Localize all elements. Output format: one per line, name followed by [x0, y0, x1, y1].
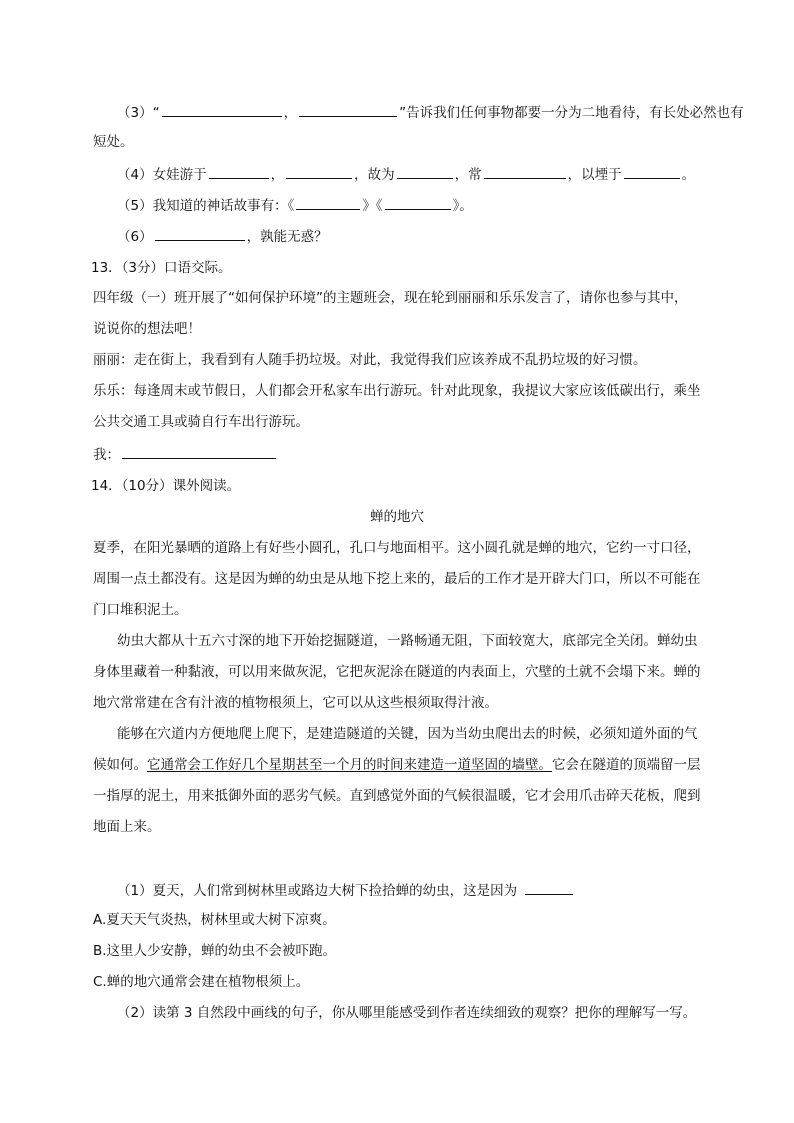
q14-sub1-text: （1）夏天，人们常到树林里或路边大树下捡拾蝉的幼虫，这是因为 — [117, 883, 518, 899]
q12-item4-end: 。 — [681, 167, 696, 183]
q12-item4-mid2: ，常 — [454, 167, 482, 183]
q12-item5-end: 》。 — [452, 198, 473, 214]
q14-sub1 — [117, 880, 575, 898]
q14-sub1-blank[interactable] — [525, 880, 573, 895]
q12-item6-suffix: ，孰能无惑？ — [246, 229, 328, 245]
q12-item3-comma: ， — [283, 105, 298, 121]
q13-intro-line2: 说说你的想法吧！ — [93, 321, 201, 337]
underlined-sentence: 它通常会工作好几个星期甚至一个月的时间来建造一道坚固的墙壁。 — [147, 757, 552, 773]
q12-item6-prefix: （6） — [117, 229, 153, 245]
q12-item4-blank-5[interactable] — [624, 164, 680, 179]
q12-item5-mid: 》《 — [362, 198, 383, 214]
q13-lele-line1: 乐乐：每逢周末或节假日，人们都会开私家车出行游玩。针对此现象，我提议大家应该低碳出行，乘坐 — [93, 383, 701, 399]
q12-item4-mid1: ，故为 — [354, 167, 395, 183]
passage-p3-line2-post: 它会在隧道的顶端留一层 — [552, 757, 701, 773]
passage-p3-line2-pre: 候如何。 — [93, 757, 147, 773]
q12-item5-blank-2[interactable] — [385, 195, 451, 210]
q12-item3-line1 — [117, 102, 744, 120]
q12-item4-blank-2[interactable] — [286, 164, 352, 179]
q13-answer-blank[interactable] — [122, 444, 276, 459]
q13-lele-line2: 公共交通工具或骑自行车出行游玩。 — [93, 414, 309, 430]
passage-p1-line2: 周围一点土都没有。这是因为蝉的幼虫是从地下挖上来的，最后的工作才是开辟大门口，所以不可能在 — [93, 571, 701, 587]
passage-p2-line1: 幼虫大都从十五六寸深的地下开始挖掘隧道，一路畅通无阻，下面较宽大，底部完全关闭。蝉幼虫 — [117, 633, 698, 649]
q12-item4-comma: ， — [270, 167, 285, 183]
q12-item3-blank-2[interactable] — [299, 102, 397, 117]
q12-item4-blank-4[interactable] — [484, 164, 566, 179]
passage-p2-line3: 地穴常常建在含有汁液的植物根须上，它可以从这些根须取得汁液。 — [93, 695, 498, 711]
q14-option-c: C.蝉的地穴通常会建在植物根须上。 — [93, 974, 310, 990]
q13-me — [93, 444, 278, 462]
q12-item4-blank-3[interactable] — [397, 164, 453, 179]
passage-p1-line3: 门口堆积泥土。 — [93, 602, 188, 618]
q12-item5 — [117, 195, 473, 213]
q12-item3-line2: 短处。 — [93, 134, 134, 150]
q12-item4-mid3: ，以堙于 — [567, 167, 622, 183]
q12-item5-prefix: （5）我知道的神话故事有：《 — [117, 198, 295, 214]
q12-item3-blank-1[interactable] — [162, 102, 282, 117]
q12-item4 — [117, 164, 695, 182]
q14-sub2: （2）读第 3 自然段中画线的句子，你从哪里能感受到作者连续细致的观察？把你的理解写一写。 — [117, 1005, 697, 1021]
q12-item3-suffix: ”告诉我们任何事物都要一分为二地看待，有长处必然也有 — [399, 105, 744, 121]
passage-title: 蝉的地穴 — [370, 509, 424, 525]
q13-intro-line1: 四年级（一）班开展了“如何保护环境”的主题班会，现在轮到丽丽和乐乐发言了，请你也参与其中， — [93, 290, 688, 306]
q12-item4-blank-1[interactable] — [209, 164, 269, 179]
passage-p3-line3: 一指厚的泥土，用来抵御外面的恶劣气候。直到感觉外面的气候很温暖，它才会用爪击碎天花板，爬到 — [93, 788, 701, 804]
passage-p2-line2: 身体里藏着一种黏液，可以用来做灰泥，它把灰泥涂在隧道的内表面上，穴壁的土就不会塌下来。蝉的 — [93, 664, 701, 680]
q13-lili: 丽丽：走在街上，我看到有人随手扔垃圾。对此，我觉得我们应该养成不乱扔垃圾的好习惯。 — [93, 352, 647, 368]
q13-header: 13．（3分）口语交际。 — [91, 260, 232, 276]
q12-item4-prefix: （4）女娃游于 — [117, 167, 207, 183]
passage-p3-line2 — [93, 756, 701, 774]
q14-header: 14．（10分）课外阅读。 — [91, 478, 241, 494]
q12-item5-blank-1[interactable] — [296, 195, 360, 210]
passage-p3-line1: 能够在穴道内方便地爬上爬下，是建造隧道的关键，因为当幼虫爬出去的时候，必须知道外面的气 — [117, 726, 698, 742]
q13-me-label: 我： — [93, 447, 120, 463]
passage-p3-line4: 地面上来。 — [93, 819, 161, 835]
q14-option-a: A.夏天天气炎热，树林里或大树下凉爽。 — [93, 912, 336, 928]
passage-p1-line1: 夏季，在阳光暴晒的道路上有好些小圆孔，孔口与地面相平。这小圆孔就是蝉的地穴，它约一寸口径， — [93, 540, 701, 556]
q12-item6-blank[interactable] — [155, 226, 245, 241]
q12-item3-prefix: （3）“ — [117, 105, 160, 121]
q14-option-b: B.这里人少安静，蝉的幼虫不会被吓跑。 — [93, 943, 337, 959]
q12-item6 — [117, 226, 328, 244]
